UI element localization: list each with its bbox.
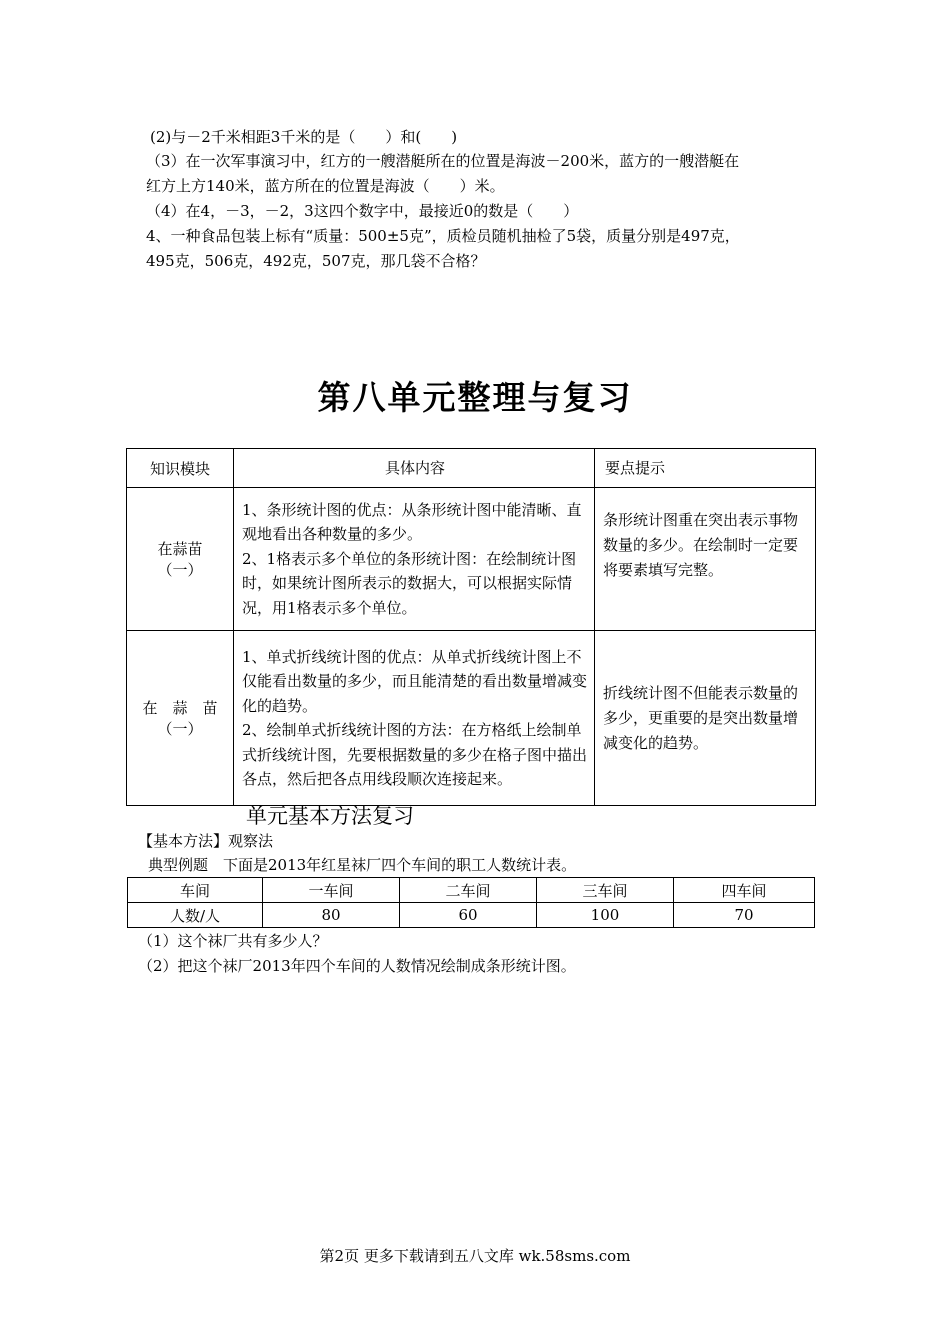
- review-table: [126, 448, 816, 806]
- value-cell: 100: [537, 903, 674, 928]
- header-content: 具体内容: [234, 449, 595, 488]
- question-line-1: (2)与－2千米相距3千米的是（ ）和( ): [150, 128, 458, 146]
- module-name: 在 蒜 苗: [142, 699, 218, 717]
- value-cell: 60: [400, 903, 537, 928]
- table-row: [127, 488, 816, 631]
- page-footer: 第2页 更多下载请到五八文库 wk.58sms.com: [319, 1247, 631, 1265]
- value-cell: 人数/人: [128, 903, 263, 928]
- review-table-header: [127, 449, 816, 488]
- value-cell: 80: [263, 903, 400, 928]
- module-part: （一）: [157, 561, 203, 579]
- tips-cell: 折线统计图不但能表示数量的多少，更重要的是突出数量增减变化的趋势。: [595, 631, 816, 806]
- module-cell: [127, 488, 234, 631]
- section-title: 第八单元整理与复习: [317, 378, 633, 417]
- question-2: （2）把这个袜厂2013年四个车间的人数情况绘制成条形统计图。: [138, 957, 576, 975]
- header-tips: 要点提示: [595, 449, 816, 488]
- table-row: [127, 631, 816, 806]
- workshop-table-header: [128, 878, 815, 903]
- method-title: 单元基本方法复习: [246, 804, 414, 828]
- question-line-6: 495克，506克，492克，507克，那几袋不合格？: [146, 252, 486, 270]
- module-part: （一）: [157, 720, 203, 738]
- value-cell: 70: [674, 903, 815, 928]
- header-cell: 车间: [128, 878, 263, 903]
- method-label: 【基本方法】观察法: [138, 832, 274, 850]
- question-line-5: 4、一种食品包装上标有“质量：500±5克”，质检员随机抽检了5袋，质量分别是497克，: [146, 227, 740, 245]
- workshop-table: [127, 877, 815, 928]
- question-line-4: （4）在4，－3，－2，3这四个数字中，最接近0的数是（ ）: [146, 202, 579, 220]
- content-cell: 1、条形统计图的优点：从条形统计图中能清晰、直观地看出各种数量的多少。 2、1格表示多个单位的条形统计图：在绘制统计图时，如果统计图所表示的数据大，可以根据实际情况，用1格表示多个单位。: [234, 488, 595, 631]
- module-cell: [127, 631, 234, 806]
- header-cell: 三车间: [537, 878, 674, 903]
- tips-cell: 条形统计图重在突出表示事物数量的多少。在绘制时一定要将要素填写完整。: [595, 488, 816, 631]
- question-1: （1）这个袜厂共有多少人？: [138, 932, 328, 950]
- example-text: 典型例题 下面是2013年红星袜厂四个车间的职工人数统计表。: [148, 856, 577, 874]
- header-module: 知识模块: [127, 449, 234, 488]
- header-cell: 四车间: [674, 878, 815, 903]
- question-line-2: （3）在一次军事演习中，红方的一艘潜艇所在的位置是海波－200米，蓝方的一艘潜艇在: [146, 152, 740, 170]
- header-cell: 二车间: [400, 878, 537, 903]
- table-row: [128, 903, 815, 928]
- module-name: 在蒜苗: [157, 540, 203, 558]
- content-cell: 1、单式折线统计图的优点：从单式折线统计图上不仅能看出数量的多少，而且能清楚的看出数量增减变化的趋势。 2、绘制单式折线统计图的方法：在方格纸上绘制单式折线统计图，先要根据数量的多少在格子图中描出各点，然后把各点用线段顺次连接起来。: [234, 631, 595, 806]
- question-line-3: 红方上方140米，蓝方所在的位置是海波（ ）米。: [146, 177, 505, 195]
- header-cell: 一车间: [263, 878, 400, 903]
